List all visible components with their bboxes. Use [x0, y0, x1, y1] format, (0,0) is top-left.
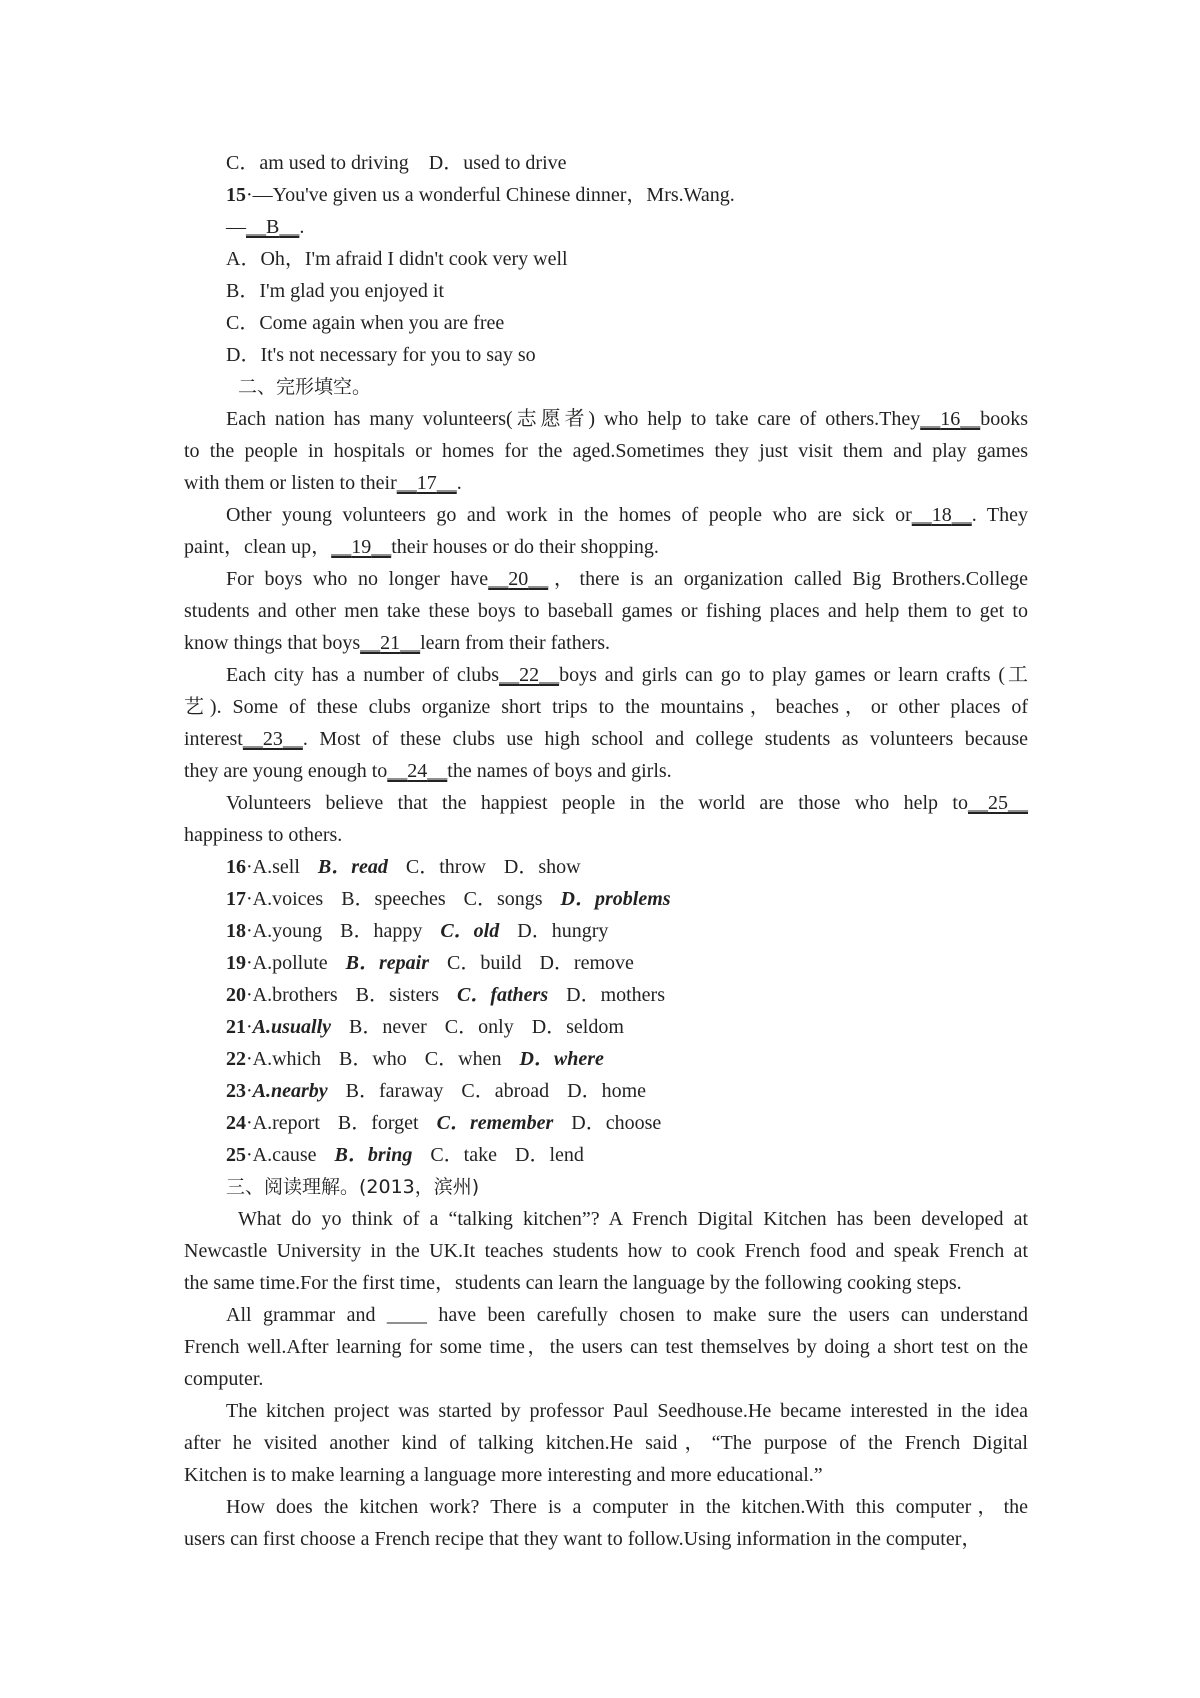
cloze-option-number: 20: [226, 984, 246, 1006]
cloze-option-row-17: 17·A.voices B．speeches C．songs D．problems: [226, 888, 671, 910]
cloze-p4-line3: interest__23__. Most of these clubs use high school and college students as volunteers because: [184, 728, 1028, 750]
cloze-p2-line2: paint，clean up，__19__their houses or do their shopping.: [184, 536, 659, 558]
cloze-option: A.report: [252, 1112, 320, 1134]
cloze-blank-23: 23: [262, 728, 283, 750]
cloze-option-row-24: 24·A.report B．forget C．remember D．choose: [226, 1112, 662, 1134]
cloze-option: A.cause: [252, 1144, 317, 1166]
q15-reply-dash: —: [226, 216, 246, 238]
cloze-option-number: 22: [226, 1048, 246, 1070]
reading-p3-line1: The kitchen project was started by professor Paul Seedhouse.He became interested in the idea: [226, 1400, 1028, 1422]
q15-option-a: A．Oh，I'm afraid I didn't cook very well: [226, 248, 568, 270]
q15-reply-period: .: [299, 216, 305, 238]
cloze-option: B．happy: [340, 920, 423, 942]
cloze-option-correct: B．read: [317, 856, 388, 878]
q15-stem: 15·—You've given us a wonderful Chinese dinner，Mrs.Wang.: [226, 184, 735, 206]
q14-options-tail: C．am used to driving D．used to drive: [226, 152, 567, 174]
reading-p3-line3: Kitchen is to make learning a language more interesting and more educational.”: [184, 1464, 823, 1486]
reading-p3-line2: after he visited another kind of talking kitchen.He said，“The purpose of the French Digital: [184, 1432, 1028, 1454]
cloze-option: D．hungry: [517, 920, 609, 942]
cloze-option-number: 17: [226, 888, 246, 910]
cloze-option: C．songs: [463, 888, 543, 910]
cloze-p1-line3: with them or listen to their__17__.: [184, 472, 462, 494]
cloze-p4-line4: they are young enough to__24__the names of boys and girls.: [184, 760, 672, 782]
cloze-option: A.young: [252, 920, 323, 942]
cloze-option: B．faraway: [345, 1080, 444, 1102]
q15-reply: [226, 217, 304, 237]
q15-number: 15: [226, 184, 246, 206]
q15-option-b: B．I'm glad you enjoyed it: [226, 280, 445, 302]
cloze-option: D．lend: [515, 1144, 584, 1166]
reading-p4-line2: users can first choose a French recipe that they want to follow.Using information in the computer，: [184, 1528, 982, 1550]
section3-title: 三、阅读理解。(2013，滨州): [226, 1176, 480, 1198]
cloze-option-row-18: 18·A.young B．happy C．old D．hungry: [226, 920, 609, 942]
cloze-option-correct: C．old: [440, 920, 500, 942]
cloze-blank-21: 21: [380, 632, 401, 654]
cloze-blank-19: 19: [351, 536, 372, 558]
cloze-option: C．throw: [405, 856, 486, 878]
q15-option-c: C．Come again when you are free: [226, 312, 505, 334]
cloze-option-row-16: 16·A.sell B．read C．throw D．show: [226, 856, 581, 878]
cloze-option: C．only: [444, 1016, 514, 1038]
cloze-option: B．forget: [337, 1112, 419, 1134]
cloze-blank-20: 20: [508, 568, 529, 590]
cloze-option-number: 18: [226, 920, 246, 942]
q15-answer: B: [266, 216, 280, 238]
section2-title: 二、完形填空。: [238, 376, 372, 398]
cloze-option-number: 25: [226, 1144, 246, 1166]
cloze-option-number: 21: [226, 1016, 246, 1038]
cloze-option: B．speeches: [341, 888, 446, 910]
cloze-option-correct: B．repair: [345, 952, 430, 974]
cloze-option: D．home: [567, 1080, 647, 1102]
q15-stem-text: —You've given us a wonderful Chinese dinner，Mrs.Wang.: [252, 184, 735, 206]
cloze-option: D．show: [503, 856, 581, 878]
cloze-p5-line2: happiness to others.: [184, 824, 343, 846]
cloze-option: D．choose: [571, 1112, 662, 1134]
reading-p1-line3: the same time.For the first time，students can learn the language by the following cooking steps.: [184, 1272, 962, 1294]
cloze-p3-line3: know things that boys__21__learn from their fathers.: [184, 632, 611, 654]
cloze-p1-line2: to the people in hospitals or homes for the aged.Sometimes they just visit them and play games: [184, 440, 1028, 462]
cloze-p3-line2: students and other men take these boys to baseball games or fishing places and help them to get to: [184, 600, 1028, 622]
reading-p2-line3: computer.: [184, 1368, 264, 1390]
reading-p1-line2: Newcastle University in the UK.It teaches students how to cook French food and speak French at: [184, 1240, 1028, 1262]
cloze-option: A.voices: [252, 888, 324, 910]
cloze-p4-line1: Each city has a number of clubs__22__boys and girls can go to play games or learn crafts (工: [226, 664, 1028, 686]
cloze-p3-line1: For boys who no longer have__20__，there is an organization called Big Brothers.College: [226, 568, 1029, 590]
cloze-option: A.brothers: [252, 984, 338, 1006]
reading-p4-line1: How does the kitchen work? There is a computer in the kitchen.With this computer，the: [226, 1496, 1028, 1518]
cloze-p1-line1: Each nation has many volunteers(志愿者) who help to take care of others.They__16__books: [226, 408, 1028, 430]
cloze-p4-line2: 艺). Some of these clubs organize short trips to the mountains，beaches，or other places of: [184, 696, 1028, 718]
cloze-option-row-20: 20·A.brothers B．sisters C．fathers D．mothers: [226, 984, 666, 1006]
cloze-option: D．seldom: [531, 1016, 624, 1038]
cloze-blank-25: 25: [988, 792, 1008, 814]
cloze-p2-line1: Other young volunteers go and work in the homes of people who are sick or__18__. They: [226, 504, 1028, 526]
reading-p1-line1: What do yo think of a “talking kitchen”? A French Digital Kitchen has been developed at: [238, 1208, 1028, 1230]
cloze-blank-17: 17: [416, 472, 437, 494]
cloze-p5-line1: Volunteers believe that the happiest people in the world are those who help to__25__: [226, 792, 1028, 814]
cloze-option: D．mothers: [566, 984, 666, 1006]
cloze-option: B．who: [339, 1048, 407, 1070]
reading-p2-line1: All grammar and ____ have been carefully chosen to make sure the users can understand: [226, 1304, 1028, 1326]
q15-answer-blank: __B__: [246, 216, 300, 238]
cloze-option-correct: C．fathers: [457, 984, 549, 1006]
cloze-option-correct: A.usually: [252, 1016, 332, 1038]
cloze-option: D．remove: [539, 952, 634, 974]
cloze-blank-22: 22: [519, 664, 540, 686]
cloze-option: A.pollute: [252, 952, 328, 974]
cloze-option-row-23: 23·A.nearby B．faraway C．abroad D．home: [226, 1080, 647, 1102]
cloze-option-number: 19: [226, 952, 246, 974]
cloze-option: A.sell: [252, 856, 300, 878]
cloze-option-number: 23: [226, 1080, 246, 1102]
cloze-option-correct: D．where: [519, 1048, 604, 1070]
cloze-option: B．sisters: [355, 984, 439, 1006]
cloze-option: B．never: [349, 1016, 427, 1038]
cloze-option-row-22: 22·A.which B．who C．when D．where: [226, 1048, 604, 1070]
cloze-option-correct: D．problems: [560, 888, 671, 910]
cloze-option: C．when: [424, 1048, 502, 1070]
cloze-option-row-25: 25·A.cause B．bring C．take D．lend: [226, 1144, 584, 1166]
cloze-option-number: 16: [226, 856, 246, 878]
cloze-option-row-19: 19·A.pollute B．repair C．build D．remove: [226, 952, 634, 974]
q15-option-d: D．It's not necessary for you to say so: [226, 344, 536, 366]
cloze-option: C．build: [447, 952, 522, 974]
cloze-option: C．take: [430, 1144, 497, 1166]
cloze-option-number: 24: [226, 1112, 246, 1134]
cloze-blank-18: 18: [931, 504, 952, 526]
cloze-blank-16: 16: [940, 408, 961, 430]
cloze-option-correct: B．bring: [334, 1144, 413, 1166]
cloze-blank-24: 24: [407, 760, 428, 782]
reading-p2-line2: French well.After learning for some time，the users can test themselves by doing a short test on the: [184, 1336, 1028, 1358]
cloze-option-correct: A.nearby: [252, 1080, 328, 1102]
cloze-option-correct: C．remember: [436, 1112, 554, 1134]
cloze-option: A.which: [252, 1048, 321, 1070]
cloze-option-row-21: 21·A.usually B．never C．only D．seldom: [226, 1016, 624, 1038]
cloze-option: C．abroad: [461, 1080, 550, 1102]
